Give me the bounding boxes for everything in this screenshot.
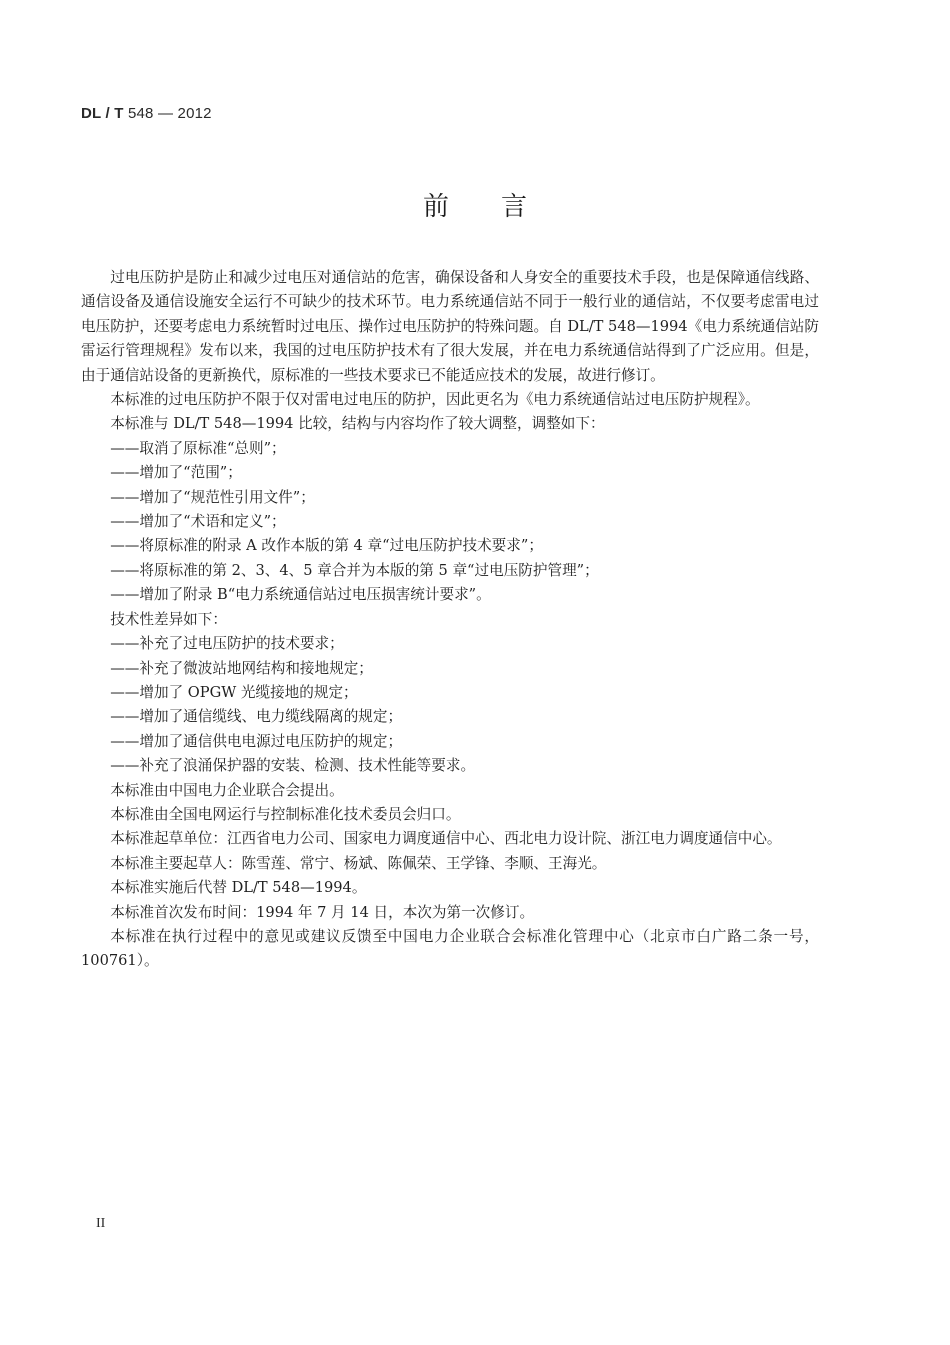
paragraph: 过电压防护是防止和减少过电压对通信站的危害，确保设备和人身安全的重要技术手段，也是保障通信线路、通信设备及通信设施安全运行不可缺少的技术环节。电力系统通信站不同于一般行业的通信站，不仅要考虑雷电过电压防护，还要考虑电力系统暂时过电压、操作过电压防护的特殊问题。自 DL/T 548—1994《电力系统通信站防雷运行管理规程》发布以来，我国的过电压防护技术有了很大发展，并在电力系统通信站得到了广泛应用。但是，由于通信站设备的更新换代，原标准的一些技术要求已不能适应技术的发展，故进行修订。 [81, 269, 819, 384]
paragraph: 本标准与 DL/T 548—1994 比较，结构与内容均作了较大调整，调整如下： [110, 415, 605, 433]
paragraph: 本标准由中国电力企业联合会提出。 [110, 781, 344, 799]
list-item: ——补充了微波站地网结构和接地规定； [110, 659, 373, 677]
paragraph: 本标准实施后代替 DL/T 548—1994。 [110, 879, 367, 897]
standard-code [81, 105, 212, 122]
paragraph: 本标准由全国电网运行与控制标准化技术委员会归口。 [110, 805, 461, 823]
page-title: 前言 [422, 192, 579, 222]
list-item: ——增加了“规范性引用文件”； [110, 488, 315, 506]
list-item: ——补充了过电压防护的技术要求； [110, 635, 344, 653]
paragraph: 本标准主要起草人：陈雪莲、常宁、杨斌、陈佩荣、王学锋、李顺、王海光。 [110, 854, 607, 872]
list-item: ——增加了“范围”； [110, 464, 242, 482]
list-item: ——增加了附录 B“电力系统通信站过电压损害统计要求”。 [110, 586, 491, 604]
page-number: II [96, 1216, 106, 1231]
paragraph: 技术性差异如下： [110, 610, 227, 628]
list-item: ——将原标准的附录 A 改作本版的第 4 章“过电压防护技术要求”； [110, 537, 543, 555]
list-item: ——补充了浪涌保护器的安装、检测、技术性能等要求。 [110, 757, 476, 775]
list-item: ——增加了通信供电电源过电压防护的规定； [110, 732, 403, 750]
standard-code-prefix: DL / T [81, 105, 124, 122]
list-item: ——增加了通信缆线、电力缆线隔离的规定； [110, 708, 403, 726]
paragraph: 本标准首次发布时间：1994 年 7 月 14 日，本次为第一次修订。 [110, 903, 535, 921]
paragraph: 本标准在执行过程中的意见或建议反馈至中国电力企业联合会标准化管理中心（北京市白广路二条一号，100761）。 [81, 927, 819, 970]
list-item: ——增加了 OPGW 光缆接地的规定； [110, 683, 358, 701]
list-item: ——增加了“术语和定义”； [110, 513, 286, 531]
standard-code-number: 548 — 2012 [123, 105, 212, 122]
list-item: ——将原标准的第 2、3、4、5 章合并为本版的第 5 章“过电压防护管理”； [110, 561, 599, 579]
paragraph: 本标准的过电压防护不限于仅对雷电过电压的防护，因此更名为《电力系统通信站过电压防护规程》。 [110, 391, 760, 409]
foreword-body [81, 266, 819, 974]
paragraph: 本标准起草单位：江西省电力公司、国家电力调度通信中心、西北电力设计院、浙江电力调度通信中心。 [110, 830, 782, 848]
list-item: ——取消了原标准“总则”； [110, 439, 286, 457]
